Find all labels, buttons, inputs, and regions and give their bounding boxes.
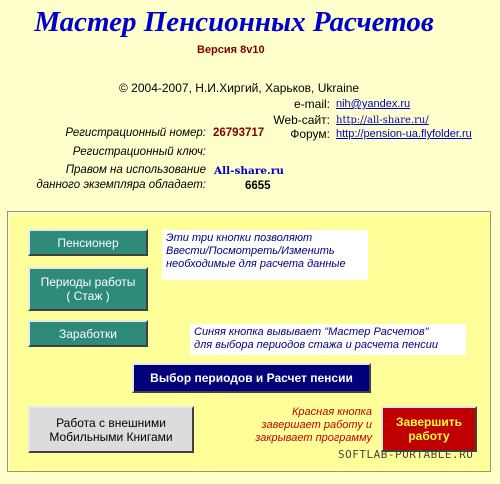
owner-value: All-share.ru xyxy=(214,165,284,177)
external-books-label-line2: Мобильными Книгами xyxy=(49,429,173,444)
app-title: Мастер Пенсионных Расчетов xyxy=(34,6,434,38)
red-button-note-line1: Красная кнопка xyxy=(291,406,372,418)
three-buttons-note-line1: Эти три кнопки позволяют xyxy=(166,232,313,244)
blue-button-note-line2: для выбора периодов стажа и расчета пенсии xyxy=(194,339,438,351)
red-button-note-line2: завершает работу и xyxy=(261,419,372,431)
pensioner-button[interactable] xyxy=(28,229,148,256)
exit-label-line2: работу xyxy=(408,429,450,443)
forum-link[interactable]: http://pension-ua.flyfolder.ru xyxy=(336,128,472,140)
work-periods-label-line1: Периоды работы xyxy=(40,275,136,289)
three-buttons-note-line2: Ввести/Посмотреть/Изменить xyxy=(166,245,335,257)
select-periods-calc-label: Выбор периодов и Расчет пенсии xyxy=(150,371,353,385)
version-label: Версия 8v10 xyxy=(197,44,265,56)
email-label: e-mail: xyxy=(293,97,330,111)
reg-number-label: Регистрационный номер: xyxy=(65,127,206,139)
blue-button-note xyxy=(190,324,466,355)
reg-number-value: 26793717 xyxy=(213,127,265,139)
copy-number-value: 6655 xyxy=(245,180,271,192)
earnings-button[interactable] xyxy=(28,320,148,347)
reg-key-label: Регистрационный ключ: xyxy=(72,146,206,158)
select-periods-calc-button[interactable] xyxy=(132,363,371,393)
forum-label: Форум: xyxy=(290,127,330,141)
owner-label-line2: данного экземпляра обладает: xyxy=(36,179,206,191)
red-button-note xyxy=(240,404,376,450)
blue-button-note-line1: Синяя кнопка вывывает "Мастер Расчетов" xyxy=(194,326,429,338)
pensioner-button-label: Пенсионер xyxy=(57,235,119,250)
exit-button[interactable] xyxy=(381,406,477,452)
three-buttons-note-line3: необходимые для расчета данные xyxy=(166,258,346,270)
website-label: Web-сайт: xyxy=(273,113,330,127)
work-periods-label-line2: ( Стаж ) xyxy=(66,289,110,303)
email-link[interactable]: nih@yandex.ru xyxy=(336,98,411,110)
external-books-label-line1: Работа с внешними xyxy=(56,415,166,430)
external-books-button[interactable] xyxy=(28,406,194,453)
red-button-note-line3: закрывает программу xyxy=(255,432,372,444)
earnings-button-label: Заработки xyxy=(58,326,117,341)
website-link[interactable]: http://all-share.ru/ xyxy=(336,115,429,126)
three-buttons-note xyxy=(162,230,368,280)
watermark-text: SOFTLAB-PORTABLE.RU xyxy=(338,448,474,461)
work-periods-button[interactable] xyxy=(28,267,148,311)
exit-label-line1: Завершить xyxy=(395,415,463,429)
owner-label-line1: Правом на использование xyxy=(65,164,206,176)
copyright-text: © 2004-2007, Н.И.Хиргий, Харьков, Ukraine xyxy=(119,81,360,95)
